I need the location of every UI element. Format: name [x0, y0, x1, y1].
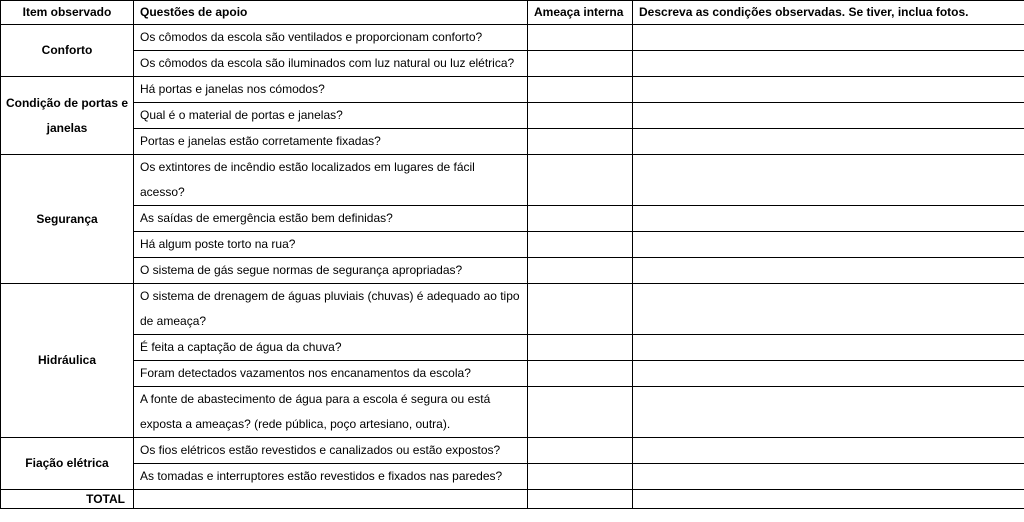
question-cell: Portas e janelas estão corretamente fixadas? [134, 129, 528, 155]
description-cell[interactable] [633, 361, 1024, 387]
threat-cell[interactable] [528, 284, 633, 335]
table-row [1, 232, 1024, 258]
question-cell: Foram detectados vazamentos nos encanamentos da escola? [134, 361, 528, 387]
question-cell: Os extintores de incêndio estão localizados em lugares de fácil acesso? [134, 155, 528, 206]
description-cell[interactable] [633, 284, 1024, 335]
question-cell: O sistema de drenagem de águas pluviais (chuvas) é adequado ao tipo de ameaça? [134, 284, 528, 335]
table-row [1, 438, 1024, 464]
header-describe: Descreva as condições observadas. Se tiver, inclua fotos. [633, 1, 1024, 25]
question-cell: Os fios elétricos estão revestidos e canalizados ou estão expostos? [134, 438, 528, 464]
description-cell[interactable] [633, 51, 1024, 77]
description-cell[interactable] [633, 77, 1024, 103]
total-row [1, 490, 1024, 509]
table-row [1, 103, 1024, 129]
threat-cell[interactable] [528, 25, 633, 51]
threat-cell[interactable] [528, 335, 633, 361]
question-cell: Qual é o material de portas e janelas? [134, 103, 528, 129]
description-cell[interactable] [633, 438, 1024, 464]
table-row [1, 284, 1024, 335]
description-cell[interactable] [633, 464, 1024, 490]
table-row [1, 77, 1024, 103]
table-row [1, 206, 1024, 232]
total-threat-cell[interactable] [528, 490, 633, 509]
threat-cell[interactable] [528, 206, 633, 232]
threat-cell[interactable] [528, 438, 633, 464]
threat-cell[interactable] [528, 464, 633, 490]
description-cell[interactable] [633, 103, 1024, 129]
table-row [1, 258, 1024, 284]
description-cell[interactable] [633, 335, 1024, 361]
header-row [1, 1, 1024, 25]
header-questions: Questões de apoio [134, 1, 528, 25]
description-cell[interactable] [633, 155, 1024, 206]
table-row [1, 155, 1024, 206]
item-fiacao: Fiação elétrica [1, 438, 134, 490]
threat-cell[interactable] [528, 232, 633, 258]
threat-cell[interactable] [528, 51, 633, 77]
threat-cell[interactable] [528, 77, 633, 103]
threat-cell[interactable] [528, 155, 633, 206]
total-description-cell[interactable] [633, 490, 1024, 509]
table-row [1, 25, 1024, 51]
threat-cell[interactable] [528, 361, 633, 387]
question-cell: As tomadas e interruptores estão revestidos e fixados nas paredes? [134, 464, 528, 490]
table-row [1, 51, 1024, 77]
threat-cell[interactable] [528, 103, 633, 129]
question-cell: É feita a captação de água da chuva? [134, 335, 528, 361]
question-cell: Há portas e janelas nos cómodos? [134, 77, 528, 103]
table-row [1, 361, 1024, 387]
total-cell [134, 490, 528, 509]
question-cell: As saídas de emergência estão bem definidas? [134, 206, 528, 232]
header-item: Item observado [1, 1, 134, 25]
item-conforto: Conforto [1, 25, 134, 77]
question-cell: Há algum poste torto na rua? [134, 232, 528, 258]
table-row [1, 387, 1024, 438]
header-threat: Ameaça interna [528, 1, 633, 25]
threat-cell[interactable] [528, 387, 633, 438]
description-cell[interactable] [633, 206, 1024, 232]
total-label: TOTAL [1, 490, 134, 509]
threat-cell[interactable] [528, 129, 633, 155]
item-portas-janelas: Condição de portas e janelas [1, 77, 134, 155]
description-cell[interactable] [633, 232, 1024, 258]
description-cell[interactable] [633, 258, 1024, 284]
table-row [1, 129, 1024, 155]
description-cell[interactable] [633, 25, 1024, 51]
table-row [1, 464, 1024, 490]
description-cell[interactable] [633, 387, 1024, 438]
description-cell[interactable] [633, 129, 1024, 155]
item-hidraulica: Hidráulica [1, 284, 134, 438]
question-cell: A fonte de abastecimento de água para a escola é segura ou está exposta a ameaças? (rede pública, poço artesiano, outra). [134, 387, 528, 438]
item-seguranca: Segurança [1, 155, 134, 284]
question-cell: Os cômodos da escola são iluminados com luz natural ou luz elétrica? [134, 51, 528, 77]
question-cell: Os cômodos da escola são ventilados e proporcionam conforto? [134, 25, 528, 51]
table-row [1, 335, 1024, 361]
question-cell: O sistema de gás segue normas de segurança apropriadas? [134, 258, 528, 284]
threat-cell[interactable] [528, 258, 633, 284]
